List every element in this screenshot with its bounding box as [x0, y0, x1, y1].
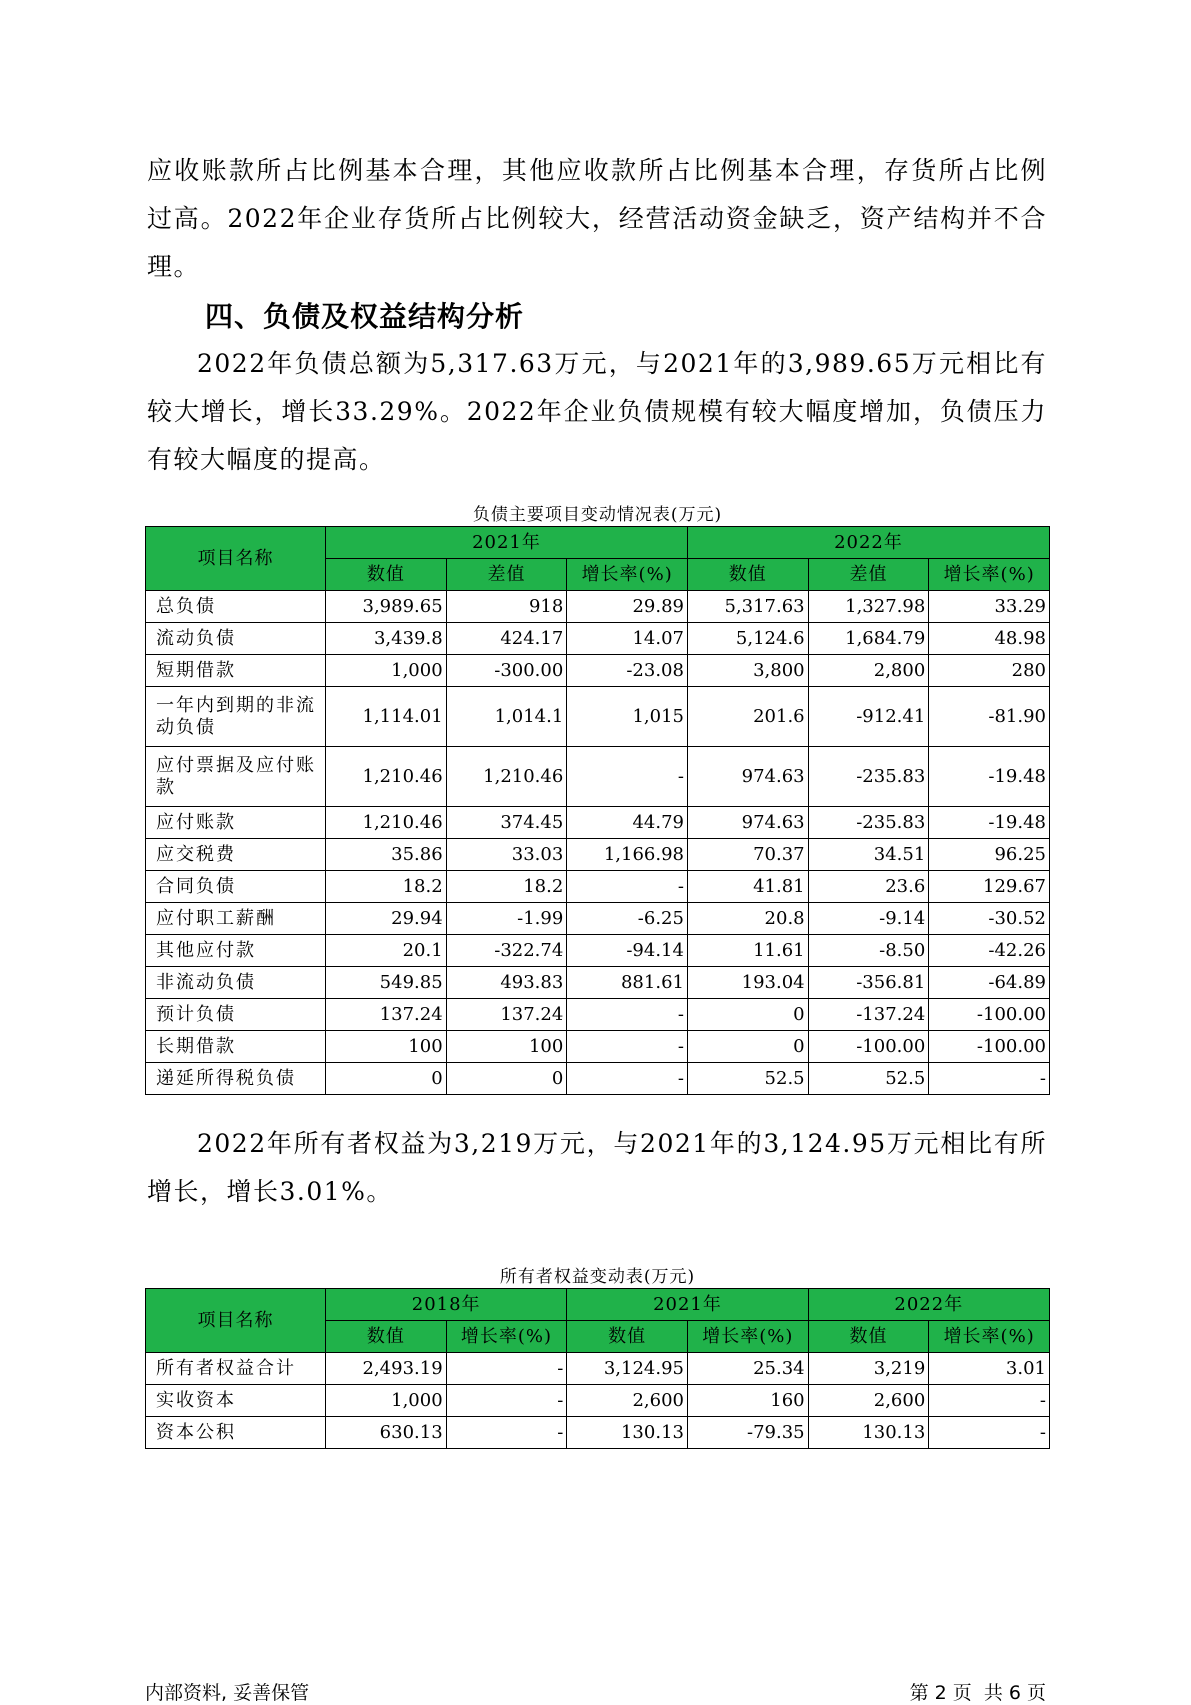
table-row: [146, 935, 1050, 967]
table-cell: -42.26: [929, 935, 1050, 967]
table-cell: -9.14: [808, 903, 929, 935]
table-cell: 549.85: [326, 967, 447, 999]
table-cell: -100.00: [929, 999, 1050, 1031]
table1-subheader: 增长率(%): [567, 559, 688, 591]
table-row: [146, 1063, 1050, 1095]
equity-change-table: [145, 1288, 1050, 1449]
table-cell: 3,124.95: [567, 1353, 688, 1385]
table2-subheader: 增长率(%): [687, 1321, 808, 1353]
liability-change-table: [145, 526, 1050, 1095]
table-cell: 25.34: [687, 1353, 808, 1385]
table-cell: 33.29: [929, 591, 1050, 623]
row-label: 长期借款: [146, 1031, 326, 1063]
table-cell: 1,000: [326, 1385, 447, 1417]
table-cell: -: [567, 1063, 688, 1095]
table-cell: -30.52: [929, 903, 1050, 935]
table-cell: 1,684.79: [808, 623, 929, 655]
table-row: [146, 903, 1050, 935]
table-cell: 20.1: [326, 935, 447, 967]
table1-caption: 负债主要项目变动情况表(万元): [472, 505, 723, 525]
table-row: [146, 807, 1050, 839]
row-label: 总负债: [146, 591, 326, 623]
table-cell: 14.07: [567, 623, 688, 655]
table-cell: -: [929, 1063, 1050, 1095]
table1-year-2021: 2021年: [326, 527, 688, 559]
table-cell: -: [446, 1385, 567, 1417]
table-cell: 0: [687, 999, 808, 1031]
table2-subheader: 数值: [808, 1321, 929, 1353]
table-cell: 2,800: [808, 655, 929, 687]
table-row: [146, 1353, 1050, 1385]
table-cell: 3,800: [687, 655, 808, 687]
table-cell: 630.13: [326, 1417, 447, 1449]
table-cell: -137.24: [808, 999, 929, 1031]
table-cell: 130.13: [567, 1417, 688, 1449]
footer-confidential-note: 内部资料, 妥善保管: [145, 1682, 310, 1704]
table2-subheader: 数值: [326, 1321, 447, 1353]
table-cell: -79.35: [687, 1417, 808, 1449]
footer-page-number: 第 2 页 共 6 页: [909, 1682, 1046, 1704]
table-cell: 137.24: [326, 999, 447, 1031]
table-cell: 160: [687, 1385, 808, 1417]
table-cell: -356.81: [808, 967, 929, 999]
table-cell: 29.89: [567, 591, 688, 623]
row-label: 应付职工薪酬: [146, 903, 326, 935]
table2-subheader: 增长率(%): [446, 1321, 567, 1353]
table-cell: -1.99: [446, 903, 567, 935]
row-label: 预计负债: [146, 999, 326, 1031]
table-cell: 100: [326, 1031, 447, 1063]
table-cell: 130.13: [808, 1417, 929, 1449]
table1-subheader: 差值: [808, 559, 929, 591]
row-label: 资本公积: [146, 1417, 326, 1449]
table-cell: 193.04: [687, 967, 808, 999]
table-cell: 34.51: [808, 839, 929, 871]
table-cell: 280: [929, 655, 1050, 687]
table1-subheader: 数值: [687, 559, 808, 591]
table-cell: 20.8: [687, 903, 808, 935]
row-label: 应付账款: [146, 807, 326, 839]
table-cell: 0: [446, 1063, 567, 1095]
table-cell: -235.83: [808, 747, 929, 807]
table-cell: 100: [446, 1031, 567, 1063]
table-cell: 137.24: [446, 999, 567, 1031]
table-cell: 493.83: [446, 967, 567, 999]
table1-year-2022: 2022年: [687, 527, 1049, 559]
table-cell: 1,327.98: [808, 591, 929, 623]
table-row: [146, 1031, 1050, 1063]
table-cell: 29.94: [326, 903, 447, 935]
table-row: [146, 747, 1050, 807]
table-row: [146, 1385, 1050, 1417]
section-heading: 四、负债及权益结构分析: [205, 300, 525, 333]
table-cell: -: [929, 1385, 1050, 1417]
table-cell: 1,210.46: [326, 807, 447, 839]
table-cell: 1,166.98: [567, 839, 688, 871]
row-label: 短期借款: [146, 655, 326, 687]
table-cell: 23.6: [808, 871, 929, 903]
paragraph-asset-structure: 应收账款所占比例基本合理，其他应收款所占比例基本合理，存货所占比例过高。2022年企业存货所占比例较大，经营活动资金缺乏，资产结构并不合理。: [147, 156, 1047, 281]
table-cell: 18.2: [446, 871, 567, 903]
table-cell: -235.83: [808, 807, 929, 839]
table-cell: 5,124.6: [687, 623, 808, 655]
table1-subheader: 增长率(%): [929, 559, 1050, 591]
table-cell: 918: [446, 591, 567, 623]
paragraph-equity: 2022年所有者权益为3,219万元，与2021年的3,124.95万元相比有所增长，增长3.01%。: [147, 1129, 1047, 1206]
table-cell: 5,317.63: [687, 591, 808, 623]
table1-subheader: 差值: [446, 559, 567, 591]
table-cell: 48.98: [929, 623, 1050, 655]
table-cell: 96.25: [929, 839, 1050, 871]
table-cell: -322.74: [446, 935, 567, 967]
table1-item-header: 项目名称: [146, 527, 326, 591]
table-cell: -: [567, 871, 688, 903]
table-cell: -94.14: [567, 935, 688, 967]
table-row: [146, 967, 1050, 999]
table-cell: 1,210.46: [326, 747, 447, 807]
table-cell: 1,000: [326, 655, 447, 687]
table1-subheader: 数值: [326, 559, 447, 591]
table-cell: 3,219: [808, 1353, 929, 1385]
table-row: [146, 655, 1050, 687]
table-cell: 974.63: [687, 747, 808, 807]
table-cell: 11.61: [687, 935, 808, 967]
table-cell: 35.86: [326, 839, 447, 871]
table-cell: 3.01: [929, 1353, 1050, 1385]
table-cell: -912.41: [808, 687, 929, 747]
table-cell: 129.67: [929, 871, 1050, 903]
table2-caption: 所有者权益变动表(万元): [499, 1267, 696, 1287]
table-cell: 974.63: [687, 807, 808, 839]
table2-year-2021: 2021年: [567, 1289, 808, 1321]
table-cell: -100.00: [808, 1031, 929, 1063]
row-label: 一年内到期的非流动负债: [146, 687, 326, 747]
table-cell: 374.45: [446, 807, 567, 839]
row-label: 应交税费: [146, 839, 326, 871]
table-cell: -8.50: [808, 935, 929, 967]
table-row: [146, 623, 1050, 655]
table-cell: 1,114.01: [326, 687, 447, 747]
table2-item-header: 项目名称: [146, 1289, 326, 1353]
table2-subheader: 数值: [567, 1321, 688, 1353]
table-cell: -19.48: [929, 807, 1050, 839]
table-cell: 2,600: [808, 1385, 929, 1417]
table-cell: -23.08: [567, 655, 688, 687]
table-cell: -6.25: [567, 903, 688, 935]
table-cell: 1,210.46: [446, 747, 567, 807]
table-cell: -: [446, 1417, 567, 1449]
table-cell: -: [929, 1417, 1050, 1449]
table-row: [146, 871, 1050, 903]
table-row: [146, 687, 1050, 747]
table-cell: 44.79: [567, 807, 688, 839]
table-cell: 0: [326, 1063, 447, 1095]
table-cell: 18.2: [326, 871, 447, 903]
row-label: 流动负债: [146, 623, 326, 655]
table-cell: -: [567, 999, 688, 1031]
table2-year-2018: 2018年: [326, 1289, 567, 1321]
row-label: 合同负债: [146, 871, 326, 903]
table-row: [146, 1417, 1050, 1449]
table-cell: 3,989.65: [326, 591, 447, 623]
row-label: 递延所得税负债: [146, 1063, 326, 1095]
table-cell: 33.03: [446, 839, 567, 871]
table-cell: 52.5: [808, 1063, 929, 1095]
row-label: 非流动负债: [146, 967, 326, 999]
table-cell: -64.89: [929, 967, 1050, 999]
table2-year-2022: 2022年: [808, 1289, 1049, 1321]
table-cell: 881.61: [567, 967, 688, 999]
paragraph-liabilities: 2022年负债总额为5,317.63万元，与2021年的3,989.65万元相比有较大增长，增长33.29%。2022年企业负债规模有较大幅度增加，负债压力有较大幅度的提高。: [147, 349, 1047, 474]
table-cell: 70.37: [687, 839, 808, 871]
table-cell: 41.81: [687, 871, 808, 903]
table-cell: 201.6: [687, 687, 808, 747]
table-cell: -: [567, 747, 688, 807]
table-cell: 2,493.19: [326, 1353, 447, 1385]
table-cell: 2,600: [567, 1385, 688, 1417]
table-cell: 424.17: [446, 623, 567, 655]
table-cell: 3,439.8: [326, 623, 447, 655]
table-cell: 1,014.1: [446, 687, 567, 747]
table2-subheader: 增长率(%): [929, 1321, 1050, 1353]
row-label: 应付票据及应付账款: [146, 747, 326, 807]
table-cell: -: [567, 1031, 688, 1063]
row-label: 实收资本: [146, 1385, 326, 1417]
table-row: [146, 591, 1050, 623]
table-cell: 52.5: [687, 1063, 808, 1095]
table-cell: -: [446, 1353, 567, 1385]
table-cell: -19.48: [929, 747, 1050, 807]
table-cell: -300.00: [446, 655, 567, 687]
table-cell: -100.00: [929, 1031, 1050, 1063]
table-cell: 1,015: [567, 687, 688, 747]
row-label: 其他应付款: [146, 935, 326, 967]
table-cell: -81.90: [929, 687, 1050, 747]
row-label: 所有者权益合计: [146, 1353, 326, 1385]
table-cell: 0: [687, 1031, 808, 1063]
table-row: [146, 999, 1050, 1031]
table-row: [146, 839, 1050, 871]
